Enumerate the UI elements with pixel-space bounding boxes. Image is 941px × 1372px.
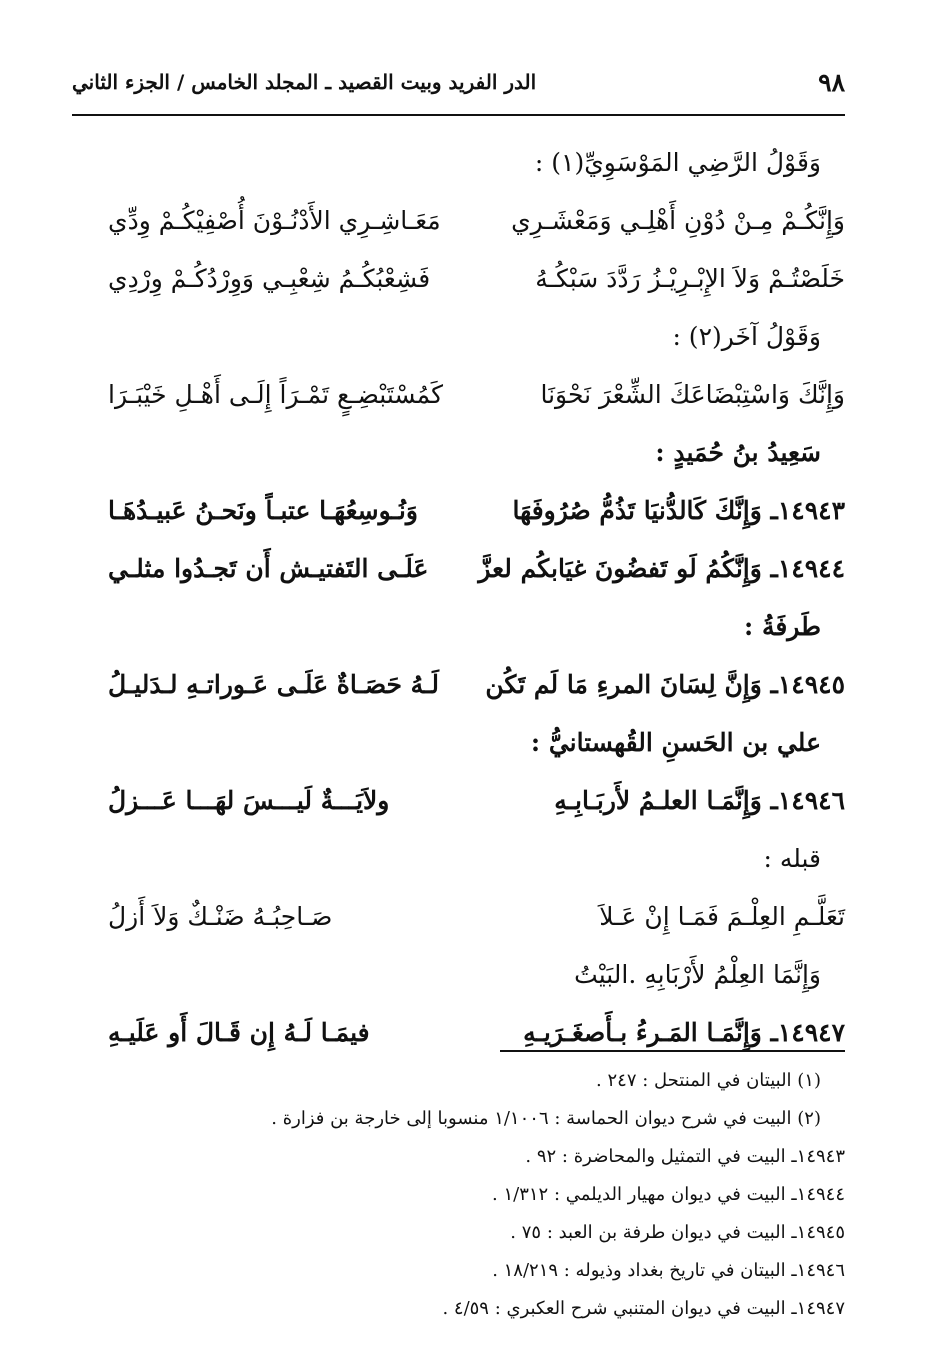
footnote: (١) البيتان في المنتحل : ٢٤٧ . xyxy=(596,1070,821,1091)
footnote: ١٤٩٤٤ـ البيت في ديوان مهيار الديلمي : ١/٣١٢ . xyxy=(492,1184,845,1205)
footnotes-rule xyxy=(500,1050,845,1052)
numbered-verse xyxy=(88,660,845,718)
verse-first-hemistich: ١٤٩٤٣ـ وَإِنَّكَ كَالدُّنيَا تَذُمُّ صُرُوفَهَا xyxy=(512,496,845,525)
verse-second-hemistich: كَمُسْتَبْضِـعٍ تَمْـرَاً إِلَـى أَهْـلِ خَيْبَـرَا xyxy=(108,380,444,409)
verse-second-hemistich: لَـهُ حَصَـاةٌ عَلَـى عَـوراتـهِ لـدَليـلُ xyxy=(108,670,440,699)
verse-second-hemistich: مَعَـاشِـرِي الأَدْنُـوْنَ أُصْفِيْكُـمْ وِدِّي xyxy=(108,206,441,235)
verse-line xyxy=(88,254,845,312)
verse-line xyxy=(88,370,845,428)
page-number: ٩٨ xyxy=(818,68,845,97)
footnote: (٢) البيت في شرح ديوان الحماسة : ١/١٠٠٦ منسوبا إلى خارجة بن فزارة . xyxy=(271,1108,821,1129)
poet-name: سَعِيدُ بنُ حُمَيدٍ : xyxy=(655,438,821,467)
running-title: الدر الفريد وبيت القصيد ـ المجلد الخامس / الجزء الثاني xyxy=(72,70,537,94)
footnote: ١٤٩٤٧ـ البيت في ديوان المتنبي شرح العكبري : ٤/٥٩ . xyxy=(442,1298,845,1319)
footnote: ١٤٩٤٣ـ البيت في التمثيل والمحاضرة : ٩٢ . xyxy=(525,1146,845,1167)
intro-line: وَقَوْلُ آخَر(٢) : xyxy=(672,322,821,351)
verse-second-hemistich: فيمَـا لَـهُ إِن قَـالَ أَو عَلَيـهِ xyxy=(108,1018,370,1047)
numbered-verse xyxy=(88,1008,845,1066)
numbered-verse xyxy=(88,544,845,602)
intro-line: قبله : xyxy=(763,844,821,873)
header-rule xyxy=(72,114,845,116)
verse-second-hemistich: عَلَـى التَفتيـش أَن تَجـدُوا مثلـي xyxy=(108,554,429,583)
numbered-verse xyxy=(88,776,845,834)
verse-second-hemistich: صَـاحِبُـهُ ضَنْـكٌ وَلاَ أَزلُ xyxy=(108,902,333,931)
poetry-body xyxy=(88,138,845,1066)
verse-first-hemistich: ١٤٩٤٦ـ وَإِنَّمَـا العلـمُ لأَربَـابِـهِ xyxy=(554,786,845,815)
verse-line xyxy=(88,196,845,254)
footnote: ١٤٩٤٦ـ البيتان في تاريخ بغداد وذيوله : ١٨/٢١٩ . xyxy=(492,1260,845,1281)
verse-second-hemistich: وَنُـوسِعُهَـا عتبـاً ونَحـنُ عَبيـدُهَـا xyxy=(108,496,418,525)
footnote: ١٤٩٤٥ـ البيت في ديوان طرفة بن العبد : ٧٥ . xyxy=(510,1222,845,1243)
poet-name: طَرفَةُ : xyxy=(744,612,821,641)
page-header xyxy=(72,62,845,102)
verse-second-hemistich: فَشِعْبُكُـمُ شِعْبِـي وَوِرْدُكُـمْ وِرْدِي xyxy=(108,264,431,293)
verse-first-hemistich: تَعَلَّـمِ العِلْـمَ فَمَـا إِنْ عَـلاَ xyxy=(599,902,845,931)
poet-name: علي بن الحَسنِ القُهستانيُّ : xyxy=(530,728,821,757)
intro-line: وَإِنَّمَا العِلْمُ لأَرْبَابِهِ .البَيْتُ xyxy=(574,960,821,989)
verse-second-hemistich: ولاَيَـــةٌ لَيـــسَ لهَـــا عَـــزلُ xyxy=(108,786,390,815)
verse-line xyxy=(88,892,845,950)
verse-first-hemistich: خَلَصْتُـمْ وَلاَ الإِبْـرِيْـزُ رَدَّدَ سَبْكُـهُ xyxy=(535,264,845,293)
verse-first-hemistich: وَإِنَّكَ وَاسْتِبْضَاعَكَ الشِّعْرَ نَحْوَنَا xyxy=(540,380,845,409)
verse-first-hemistich: ١٤٩٤٤ـ وَإِنَّكُمُ لَو تَفضُونَ غيَابكُم لعزَّ xyxy=(478,554,845,583)
verse-first-hemistich: ١٤٩٤٥ـ وَإِنَّ لِسَانَ المرءِ مَا لَم تَكُن xyxy=(485,670,845,699)
numbered-verse xyxy=(88,486,845,544)
intro-line: وَقَوْلُ الرَّضِي المَوْسَوِيِّ(١) : xyxy=(534,148,821,177)
verse-first-hemistich: ١٤٩٤٧ـ وَإِنَّمَـا المَـرءُ بـأَصغَـرَيـهِ xyxy=(523,1018,845,1047)
verse-first-hemistich: وَإِنَّكُـمْ مِـنْ دُوْنِ أَهْلِـي وَمَعْشَـرِي xyxy=(511,206,845,235)
footnotes xyxy=(88,1062,845,1328)
